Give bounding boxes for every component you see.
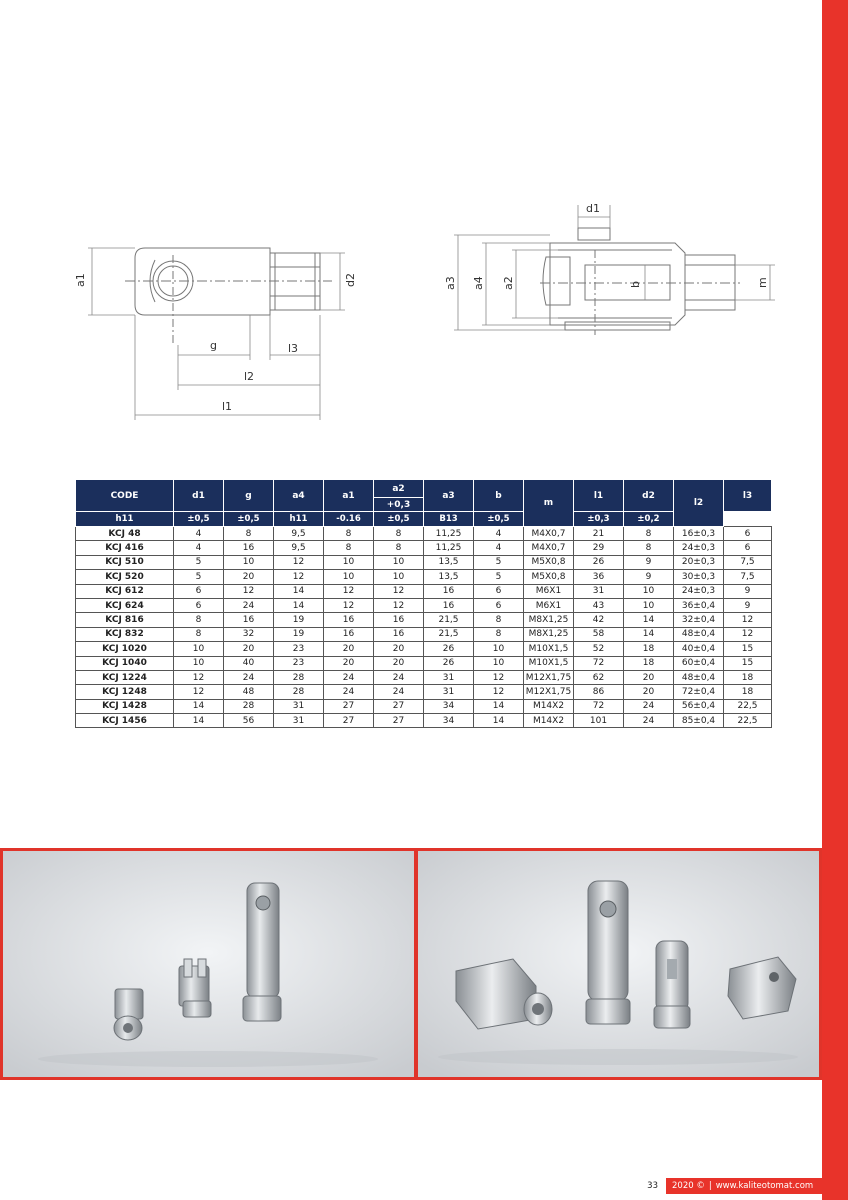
table-cell: 8	[474, 627, 524, 641]
table-row	[76, 613, 772, 627]
table-cell: 18	[624, 642, 674, 656]
table-cell: 24	[624, 699, 674, 713]
table-cell: 16	[224, 541, 274, 555]
table-header-row	[76, 480, 772, 498]
tolerance-cell: ±0,2	[624, 512, 674, 527]
table-cell: 8	[224, 527, 274, 541]
table-cell: 16	[324, 627, 374, 641]
table-cell: M6X1	[524, 598, 574, 612]
table-cell: 20	[374, 642, 424, 656]
table-row	[76, 685, 772, 699]
table-row	[76, 670, 772, 684]
table-cell: M6X1	[524, 584, 574, 598]
table-cell: 15	[724, 642, 772, 656]
table-cell: 5	[474, 570, 524, 584]
table-cell: 36	[574, 570, 624, 584]
table-cell: 6	[174, 598, 224, 612]
table-cell: 8	[624, 527, 674, 541]
dim-label-a2: a2	[502, 276, 515, 290]
table-cell: M14X2	[524, 699, 574, 713]
tolerance-cell: h11	[274, 512, 324, 527]
table-cell: 12	[474, 685, 524, 699]
dim-label-l2: l2	[244, 370, 255, 383]
table-cell: 11,25	[424, 527, 474, 541]
table-cell: 85±0,4	[674, 714, 724, 728]
tolerance-cell: -0.16	[324, 512, 374, 527]
dim-label-a1: a1	[74, 273, 87, 287]
table-cell: 24	[624, 714, 674, 728]
table-cell: 6	[724, 541, 772, 555]
table-cell: 5	[174, 570, 224, 584]
table-cell: 14	[624, 627, 674, 641]
product-code-cell: KCJ 1428	[76, 699, 174, 713]
table-cell: 10	[174, 656, 224, 670]
table-cell: 10	[324, 570, 374, 584]
table-cell: 28	[274, 685, 324, 699]
table-cell: 40±0,4	[674, 642, 724, 656]
table-cell: 8	[474, 613, 524, 627]
table-cell: 101	[574, 714, 624, 728]
table-cell: 22,5	[724, 714, 772, 728]
technical-drawing-front-view	[440, 195, 780, 340]
header-l1: l1	[574, 480, 624, 512]
tolerance-cell: ±0,5	[174, 512, 224, 527]
table-cell: 72	[574, 656, 624, 670]
table-cell: 24	[374, 670, 424, 684]
product-code-cell: KCJ 510	[76, 555, 174, 569]
header-m: m	[524, 480, 574, 527]
table-cell: 11,25	[424, 541, 474, 555]
table-cell: 4	[174, 541, 224, 555]
dim-label-b: b	[629, 281, 642, 288]
table-cell: 6	[724, 527, 772, 541]
table-cell: 10	[324, 555, 374, 569]
table-cell: 24±0,3	[674, 584, 724, 598]
table-cell: 8	[324, 541, 374, 555]
table-cell: 14	[174, 699, 224, 713]
table-cell: 48±0,4	[674, 627, 724, 641]
table-cell: 10	[374, 555, 424, 569]
table-cell: 12	[324, 584, 374, 598]
product-code-cell: KCJ 612	[76, 584, 174, 598]
table-cell: 22,5	[724, 699, 772, 713]
table-cell: 40	[224, 656, 274, 670]
table-cell: 21	[574, 527, 624, 541]
table-cell: 14	[174, 714, 224, 728]
header-b: b	[474, 480, 524, 512]
table-cell: 52	[574, 642, 624, 656]
table-cell: 9	[624, 555, 674, 569]
table-cell: 16	[424, 584, 474, 598]
table-cell: 20±0,3	[674, 555, 724, 569]
header-a2: a2	[374, 480, 424, 498]
dim-label-l3: l3	[288, 342, 299, 355]
table-cell: 10	[174, 642, 224, 656]
table-row	[76, 714, 772, 728]
table-cell: 58	[574, 627, 624, 641]
table-cell: 24	[224, 598, 274, 612]
table-row	[76, 570, 772, 584]
product-code-cell: KCJ 520	[76, 570, 174, 584]
dim-label-a4: a4	[472, 276, 485, 290]
dim-label-m: m	[756, 277, 769, 288]
table-cell: M12X1,75	[524, 670, 574, 684]
product-code-cell: KCJ 1456	[76, 714, 174, 728]
product-code-cell: KCJ 1224	[76, 670, 174, 684]
table-cell: 14	[274, 584, 324, 598]
table-cell: 86	[574, 685, 624, 699]
table-cell: 16±0,3	[674, 527, 724, 541]
table-cell: 18	[724, 685, 772, 699]
table-cell: 72	[574, 699, 624, 713]
table-cell: 20	[624, 670, 674, 684]
table-cell: 27	[324, 699, 374, 713]
product-code-cell: KCJ 1040	[76, 656, 174, 670]
table-row	[76, 699, 772, 713]
header-a4: a4	[274, 480, 324, 512]
table-cell: 10	[474, 642, 524, 656]
table-cell: 26	[424, 656, 474, 670]
table-cell: 7,5	[724, 570, 772, 584]
table-cell: 26	[424, 642, 474, 656]
product-photo-right	[415, 848, 822, 1080]
table-cell: 21,5	[424, 627, 474, 641]
table-cell: 5	[174, 555, 224, 569]
table-cell: 20	[324, 642, 374, 656]
table-cell: 20	[224, 570, 274, 584]
table-cell: 8	[324, 527, 374, 541]
table-tolerance-row	[76, 512, 772, 527]
product-code-cell: KCJ 624	[76, 598, 174, 612]
table-cell: 32±0,4	[674, 613, 724, 627]
table-cell: 24	[224, 670, 274, 684]
table-cell: 56±0,4	[674, 699, 724, 713]
table-cell: 10	[624, 584, 674, 598]
product-code-cell: KCJ 48	[76, 527, 174, 541]
header-code: CODE	[76, 480, 174, 512]
table-cell: 15	[724, 656, 772, 670]
page-number: 33	[647, 1181, 658, 1191]
table-cell: 6	[474, 598, 524, 612]
table-cell: 20	[374, 656, 424, 670]
table-row	[76, 541, 772, 555]
table-cell: 16	[374, 627, 424, 641]
table-cell: 31	[424, 670, 474, 684]
table-cell: 48±0,4	[674, 670, 724, 684]
footer-copyright: 2020 ©	[672, 1181, 705, 1191]
table-cell: 34	[424, 714, 474, 728]
table-cell: 12	[274, 570, 324, 584]
table-cell: 20	[624, 685, 674, 699]
table-row	[76, 555, 772, 569]
dim-label-g: g	[210, 339, 217, 352]
table-cell: M5X0,8	[524, 570, 574, 584]
table-cell: 12	[174, 670, 224, 684]
header-a3: a3	[424, 480, 474, 512]
table-cell: 48	[224, 685, 274, 699]
table-cell: 60±0,4	[674, 656, 724, 670]
table-cell: 24	[374, 685, 424, 699]
table-cell: 8	[624, 541, 674, 555]
table-cell: 24	[324, 670, 374, 684]
table-cell: 31	[574, 584, 624, 598]
table-cell: 16	[374, 613, 424, 627]
table-cell: 6	[474, 584, 524, 598]
table-cell: 13,5	[424, 570, 474, 584]
table-cell: 4	[474, 541, 524, 555]
table-cell: 20	[224, 642, 274, 656]
table-row	[76, 627, 772, 641]
table-cell: 29	[574, 541, 624, 555]
table-cell: 23	[274, 656, 324, 670]
table-cell: 19	[274, 627, 324, 641]
table-cell: 16	[324, 613, 374, 627]
tolerance-cell: B13	[424, 512, 474, 527]
table-cell: 8	[374, 527, 424, 541]
dim-label-d1: d1	[586, 202, 600, 215]
table-cell: 12	[174, 685, 224, 699]
table-cell: 42	[574, 613, 624, 627]
dim-label-a3: a3	[444, 276, 457, 290]
table-cell: 12	[224, 584, 274, 598]
table-cell: 24	[324, 685, 374, 699]
table-cell: 31	[424, 685, 474, 699]
table-cell: M8X1,25	[524, 613, 574, 627]
header-l2: l2	[674, 480, 724, 527]
table-cell: M14X2	[524, 714, 574, 728]
table-cell: 9	[724, 598, 772, 612]
table-cell: 26	[574, 555, 624, 569]
tolerance-cell: h11	[76, 512, 174, 527]
table-cell: 27	[374, 714, 424, 728]
table-cell: 4	[174, 527, 224, 541]
table-cell: 8	[174, 613, 224, 627]
table-cell: M10X1,5	[524, 642, 574, 656]
table-cell: 43	[574, 598, 624, 612]
dim-label-l1: l1	[222, 400, 233, 413]
table-cell: 20	[324, 656, 374, 670]
table-row	[76, 527, 772, 541]
table-cell: M5X0,8	[524, 555, 574, 569]
table-cell: 56	[224, 714, 274, 728]
table-cell: M8X1,25	[524, 627, 574, 641]
header-d2: d2	[624, 480, 674, 512]
table-cell: M12X1,75	[524, 685, 574, 699]
table-cell: 9	[624, 570, 674, 584]
header-a2-tolerance-top: +0,3	[374, 498, 424, 512]
header-g: g	[224, 480, 274, 512]
specification-table	[75, 479, 772, 728]
table-cell: 12	[324, 598, 374, 612]
product-code-cell: KCJ 832	[76, 627, 174, 641]
table-cell: 32	[224, 627, 274, 641]
table-cell: 36±0,4	[674, 598, 724, 612]
right-red-strip	[822, 0, 848, 1200]
table-cell: 6	[174, 584, 224, 598]
table-cell: 10	[474, 656, 524, 670]
table-cell: 5	[474, 555, 524, 569]
header-a1: a1	[324, 480, 374, 512]
table-cell: M4X0,7	[524, 541, 574, 555]
table-body	[76, 527, 772, 728]
table-cell: 28	[224, 699, 274, 713]
table-cell: 31	[274, 714, 324, 728]
table-cell: 72±0,4	[674, 685, 724, 699]
table-cell: 62	[574, 670, 624, 684]
table-cell: M10X1,5	[524, 656, 574, 670]
table-cell: 12	[474, 670, 524, 684]
table-cell: 10	[624, 598, 674, 612]
table-row	[76, 598, 772, 612]
product-code-cell: KCJ 816	[76, 613, 174, 627]
dim-label-d2: d2	[344, 273, 357, 287]
product-code-cell: KCJ 1248	[76, 685, 174, 699]
table-cell: 14	[474, 699, 524, 713]
table-cell: 8	[174, 627, 224, 641]
table-cell: 31	[274, 699, 324, 713]
table-cell: 18	[724, 670, 772, 684]
product-photo-left	[0, 848, 417, 1080]
table-cell: 12	[724, 613, 772, 627]
table-cell: 10	[224, 555, 274, 569]
table-cell: 34	[424, 699, 474, 713]
table-cell: 30±0,3	[674, 570, 724, 584]
product-code-cell: KCJ 1020	[76, 642, 174, 656]
tolerance-cell: ±0,5	[374, 512, 424, 527]
header-l3: l3	[724, 480, 772, 512]
table-cell: 14	[274, 598, 324, 612]
table-cell: 8	[374, 541, 424, 555]
table-row	[76, 642, 772, 656]
table-cell: 24±0,3	[674, 541, 724, 555]
table-cell: 19	[274, 613, 324, 627]
tolerance-cell: ±0,5	[474, 512, 524, 527]
table-row	[76, 656, 772, 670]
technical-drawing-side-view	[70, 235, 360, 425]
table-cell: 10	[374, 570, 424, 584]
table-cell: 18	[624, 656, 674, 670]
tolerance-cell: ±0,5	[224, 512, 274, 527]
tolerance-cell: ±0,3	[574, 512, 624, 527]
table-cell: 14	[474, 714, 524, 728]
product-code-cell: KCJ 416	[76, 541, 174, 555]
table-cell: 12	[274, 555, 324, 569]
table-cell: 12	[374, 584, 424, 598]
header-d1: d1	[174, 480, 224, 512]
footer-band	[666, 1178, 822, 1194]
table-cell: 9,5	[274, 541, 324, 555]
footer-website[interactable]: www.kaliteotomat.com	[715, 1181, 814, 1191]
table-cell: 9	[724, 584, 772, 598]
table-cell: 14	[624, 613, 674, 627]
table-cell: 7,5	[724, 555, 772, 569]
table-cell: 27	[324, 714, 374, 728]
table-cell: 16	[424, 598, 474, 612]
table-cell: 28	[274, 670, 324, 684]
table-cell: 9,5	[274, 527, 324, 541]
table-cell: 23	[274, 642, 324, 656]
table-cell: 12	[374, 598, 424, 612]
table-cell: M4X0,7	[524, 527, 574, 541]
table-cell: 27	[374, 699, 424, 713]
table-cell: 13,5	[424, 555, 474, 569]
footer-separator: |	[708, 1181, 712, 1191]
table-cell: 16	[224, 613, 274, 627]
table-cell: 12	[724, 627, 772, 641]
table-cell: 21,5	[424, 613, 474, 627]
table-row	[76, 584, 772, 598]
table-cell: 4	[474, 527, 524, 541]
